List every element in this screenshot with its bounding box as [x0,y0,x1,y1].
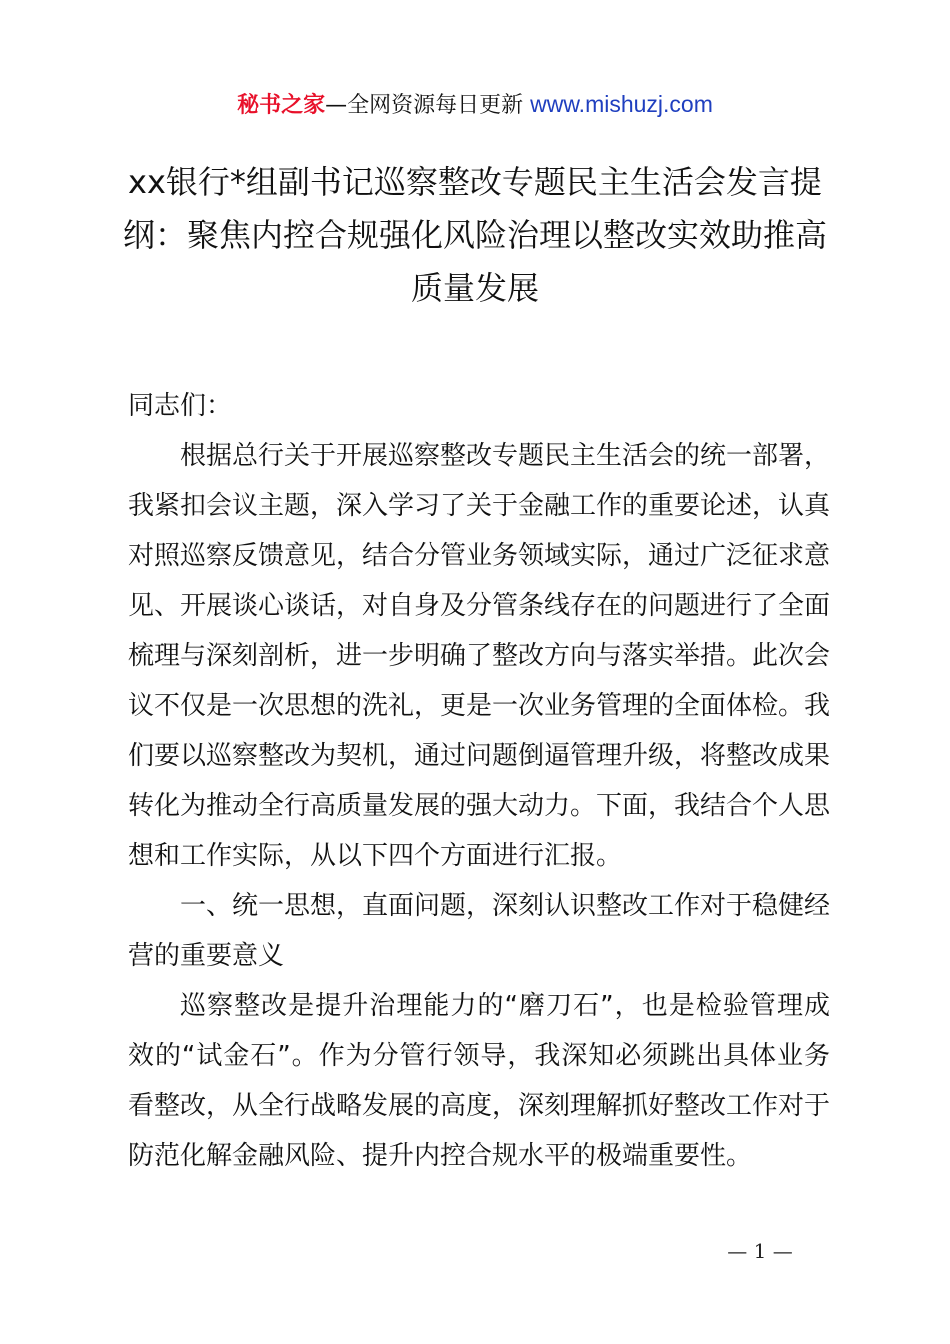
document-title: xx银行*组副书记巡察整改专题民主生活会发言提纲：聚焦内控合规强化风险治理以整改实效助推高质量发展 [122,163,827,307]
section-heading: 一、统一思想，直面问题，深刻认识整改工作对于稳健经营的重要意义 [128,891,831,971]
body-paragraph: 根据总行关于开展巡察整改专题民主生活会的统一部署，我紧扣会议主题，深入学习了关于金融工作的重要论述，认真对照巡察反馈意见，结合分管业务领域实际，通过广泛征求意见、开展谈心谈话，对自身及分管条线存在的问题进行了全面梳理与深刻剖析，进一步明确了整改方向与落实举措。此次会议不仅是一次思想的洗礼，更是一次业务管理的全面体检。我们要以巡察整改为契机，通过问题倒逼管理升级，将整改成果转化为推动全行高质量发展的强大动力。下面，我结合个人思想和工作实际，从以下四个方面进行汇报。 [128,441,831,871]
site-slogan: —全网资源每日更新 [325,93,531,118]
site-url-link[interactable]: www.mishuzj.com [530,91,713,117]
site-header [0,86,950,124]
section-paragraph: 巡察整改是提升治理能力的“磨刀石”，也是检验管理成效的“试金石”。作为分管行领导，我深知必须跳出具体业务看整改，从全行战略发展的高度，深刻理解抓好整改工作对于防范化解金融风险、提升内控合规水平的极端重要性。 [128,991,831,1171]
salutation: 同志们： [128,391,233,421]
document-body [128,381,830,1181]
page-number: — 1 — [727,1239,793,1263]
site-brand: 秘书之家 [237,93,326,118]
